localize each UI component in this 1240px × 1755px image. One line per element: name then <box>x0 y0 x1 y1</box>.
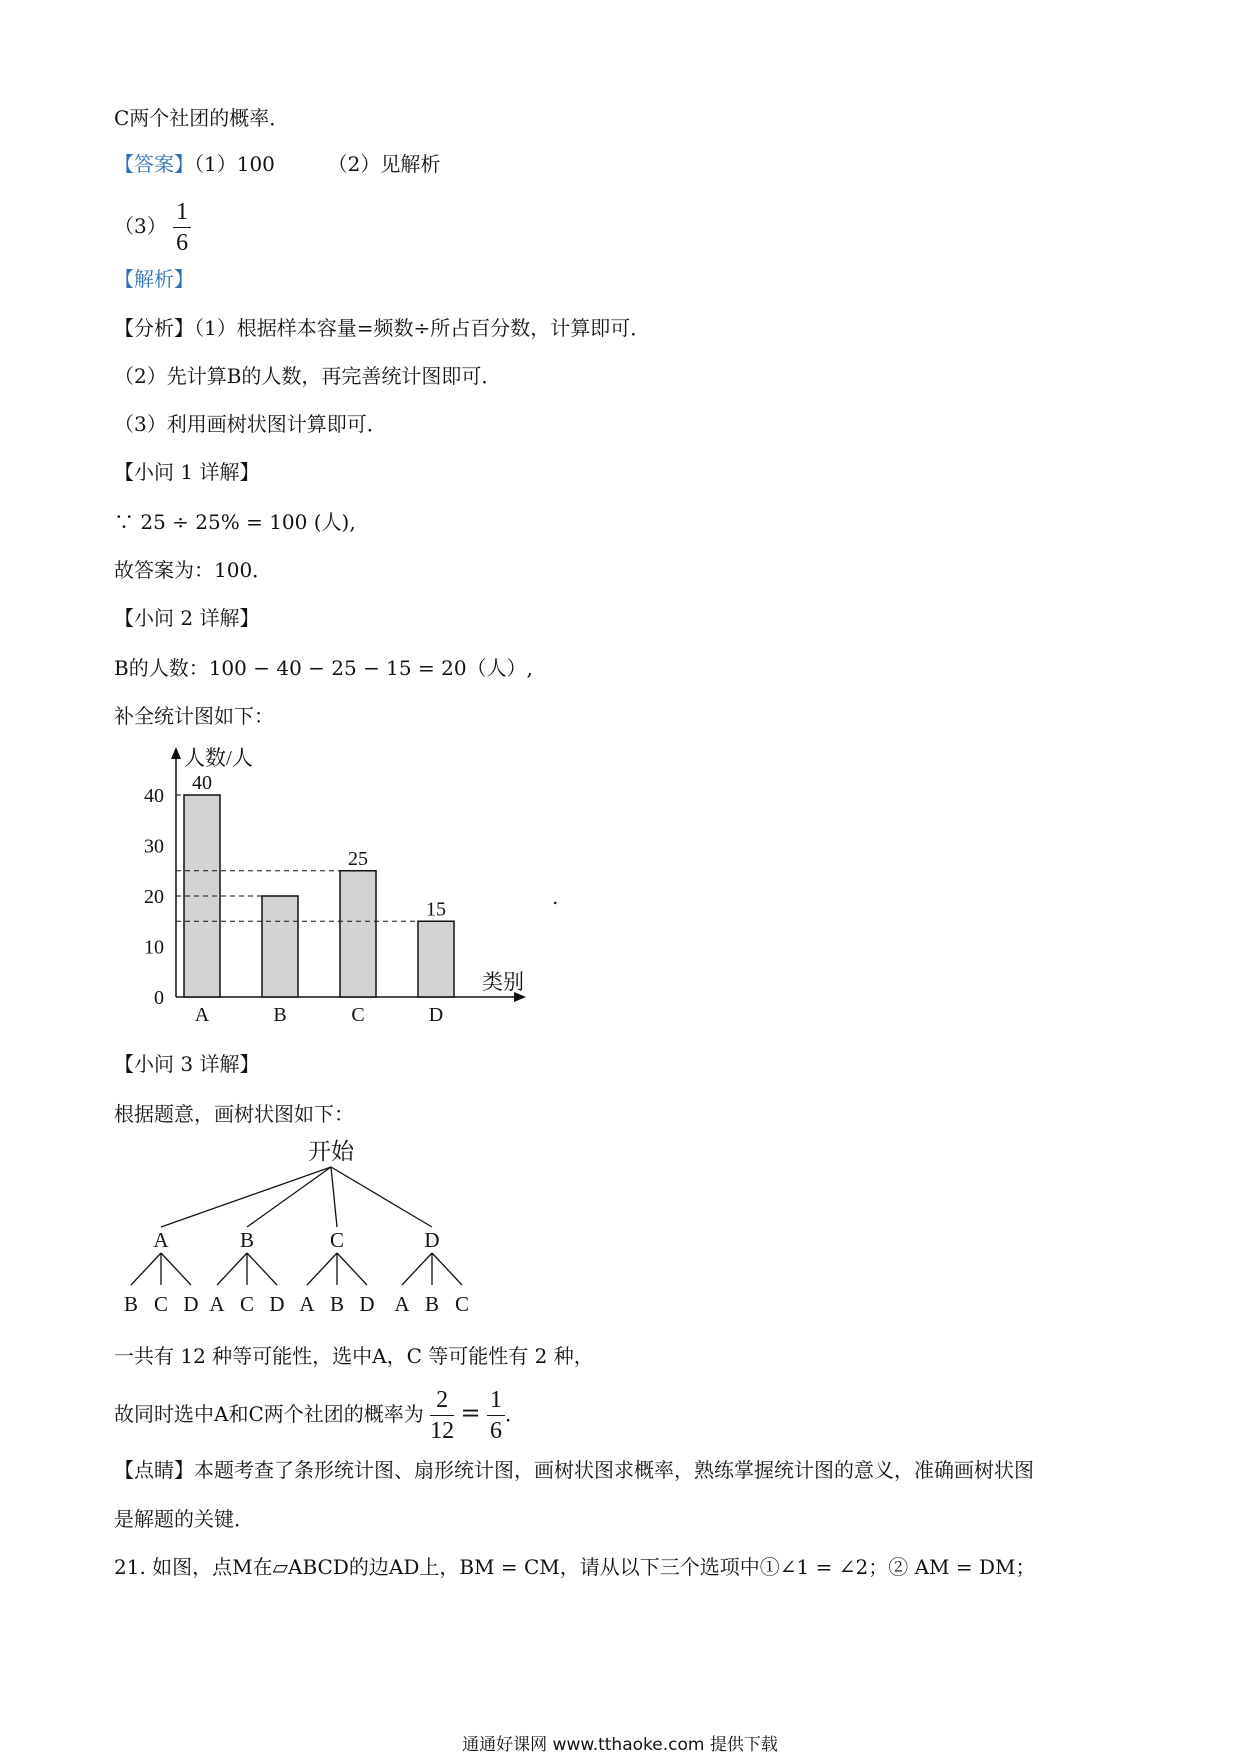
probability-fraction-1: $\frac{2}{12}$ <box>430 1387 455 1444</box>
q1-answer: 故答案为：100． <box>114 558 273 582</box>
tree-diagram <box>106 1135 546 1325</box>
answer-3-fraction: $\frac{1}{6}$ <box>173 197 191 258</box>
tree-edge <box>131 1253 161 1285</box>
footer: 通通好课网 www.tthaoke.com 提供下载 <box>462 1735 778 1755</box>
q1-heading: 【小问 1 详解】 <box>114 460 260 484</box>
answer-tag: 【答案】 <box>114 152 194 176</box>
y-axis-arrow <box>171 747 181 759</box>
y-tick-label: 40 <box>144 785 164 807</box>
stray-dot: . <box>552 885 559 909</box>
answer-3-line: （3） $\frac{1}{6}$ <box>114 195 191 258</box>
remark-line-2: 是解题的关键． <box>114 1507 254 1531</box>
tree-edge <box>307 1253 337 1285</box>
total-outcomes-line: 一共有 12 种等可能性，选中A，C 等可能性有 2 种， <box>114 1344 594 1368</box>
tree-edge <box>337 1253 367 1285</box>
tree-leaf-C: C <box>239 1292 255 1316</box>
q2-figure-caption: 补全统计图如下： <box>114 704 274 728</box>
tree-node-B: B <box>239 1228 255 1252</box>
tree-leaf-B: B <box>424 1292 440 1316</box>
tree-edge <box>402 1253 432 1285</box>
data-label: 40 <box>192 772 212 794</box>
probability-line: 故同时选中A和C两个社团的概率为 $\frac{2}{12}$ = $\frac{1}{6}$ ． <box>114 1387 525 1444</box>
tree-edge <box>331 1167 432 1227</box>
x-tick-label: C <box>351 1004 365 1026</box>
y-tick-label: 0 <box>154 987 164 1009</box>
analysis-line-1: 【分析】（1）根据样本容量=频数÷所占百分数，计算即可． <box>114 316 651 340</box>
tree-leaf-C: C <box>454 1292 470 1316</box>
analysis-tag: 【解析】 <box>114 267 194 291</box>
tree-node-A: A <box>153 1228 169 1252</box>
q1-equation: ∵ 25 ÷ 25% = 100 (人), <box>114 510 356 534</box>
x-tick-label: D <box>428 1004 444 1026</box>
bar-C <box>340 871 376 997</box>
q3-text: 根据题意，画树状图如下： <box>114 1102 354 1126</box>
answer-2: （2）见解析 <box>327 152 441 176</box>
tree-edge <box>161 1167 331 1227</box>
bar-D <box>418 921 454 997</box>
x-tick-label: A <box>194 1004 210 1026</box>
tree-leaf-B: B <box>329 1292 345 1316</box>
tree-leaf-A: A <box>299 1292 315 1316</box>
analysis-line-2: （2）先计算B的人数，再完善统计图即可． <box>114 364 502 388</box>
y-tick-label: 10 <box>144 936 164 959</box>
tree-node-D: D <box>424 1228 440 1252</box>
x-tick-label: B <box>273 1004 287 1026</box>
analysis-line-3: （3）利用画树状图计算即可． <box>114 412 387 436</box>
tree-edge <box>331 1167 337 1227</box>
tree-leaf-D: D <box>269 1292 285 1316</box>
tree-leaf-A: A <box>209 1292 225 1316</box>
answer-line <box>114 150 440 178</box>
y-axis-label: 人数/人 <box>184 746 253 770</box>
tree-leaf-C: C <box>153 1292 169 1316</box>
remark-line-1: 【点睛】本题考查了条形统计图、扇形统计图，画树状图求概率，熟练掌握统计图的意义，准确画树状图 <box>114 1458 1034 1482</box>
bar-chart <box>106 745 526 1035</box>
tree-node-C: C <box>329 1228 345 1252</box>
probability-fraction-2: $\frac{1}{6}$ <box>487 1385 505 1446</box>
answer-1: （1）100 <box>194 152 275 176</box>
data-label: 25 <box>348 847 368 870</box>
question-21: 21. 如图，点M在▱ABCD的边AD上，BM = CM，请从以下三个选项中①∠1 = ∠2；② AM = DM； <box>114 1555 1036 1579</box>
tree-leaf-D: D <box>183 1292 199 1316</box>
tree-edge <box>432 1253 462 1285</box>
y-tick-label: 30 <box>144 835 164 858</box>
tree-edge <box>217 1253 247 1285</box>
tree-edge <box>247 1167 331 1227</box>
text-line-1: C两个社团的概率． <box>114 106 290 130</box>
tree-edge <box>247 1253 277 1285</box>
q2-heading: 【小问 2 详解】 <box>114 606 260 630</box>
y-tick-label: 20 <box>144 886 164 908</box>
tree-leaf-B: B <box>123 1292 139 1316</box>
x-axis-label: 类别 <box>482 970 524 994</box>
tree-leaf-D: D <box>359 1292 375 1316</box>
tree-leaf-A: A <box>394 1292 410 1316</box>
tree-root: 开始 <box>308 1139 354 1164</box>
bar-B <box>262 896 298 997</box>
q2-equation: B的人数：100 − 40 − 25 − 15 = 20（人）, <box>114 656 533 680</box>
data-label: 15 <box>426 898 446 921</box>
q3-heading: 【小问 3 详解】 <box>114 1052 260 1076</box>
tree-edge <box>161 1253 191 1285</box>
